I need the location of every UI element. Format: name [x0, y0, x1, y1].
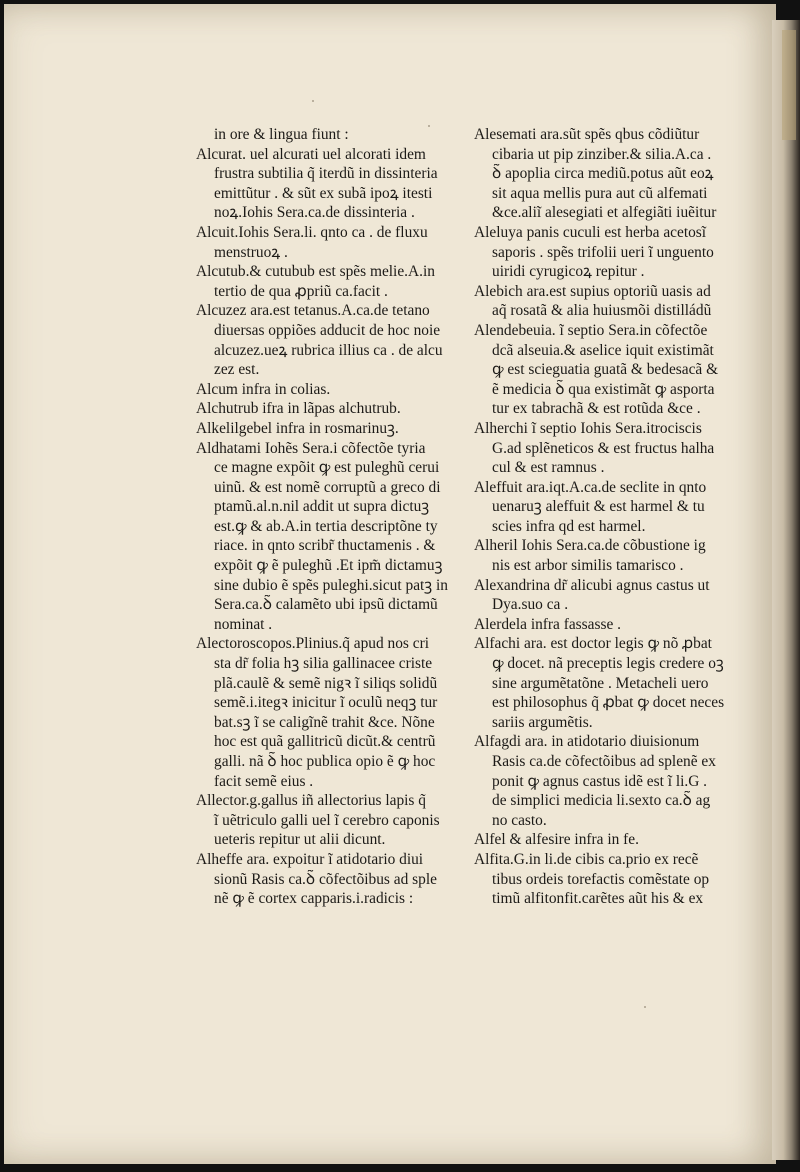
text-line: scies infra qd est harmel. — [492, 517, 646, 535]
text-line: uiridi cyrugicoꝝ repitur . — [492, 263, 645, 281]
text-line: ꝺ̃ apoplia circa mediũ.potus aũt eoꝝ — [492, 165, 714, 183]
text-line: in ore & lingua fiunt : — [214, 126, 349, 143]
text-line: tertio de qua ꝓpriũ ca.facit . — [214, 282, 388, 300]
text-line: est.ꝙ & ab.A.in tertia descriptõne ty — [214, 517, 438, 535]
entry-headword-line: Alkelilgebel infra in rosmarinuꝫ. — [196, 419, 399, 437]
text-line: cibaria ut pip zinziber.& silia.A.ca . — [492, 145, 712, 163]
page-marker — [782, 30, 796, 140]
entry-headword-line: Allector.g.gallus iñ allectorius lapis q̃ — [196, 792, 426, 810]
text-line: bat.sꝫ ĩ se caligĩnẽ trahit &ce. Nõne — [214, 713, 435, 731]
text-line: facit semẽ eius . — [214, 772, 314, 790]
text-line: no casto. — [492, 811, 547, 829]
entry-headword-line: Alheffe ara. expoitur ĩ atidotario diui — [196, 850, 424, 868]
text-line: sit aqua mellis pura aut cũ alfemati — [492, 184, 708, 202]
entry-headword-line: Alfachi ara. est doctor legis ꝙ nõ ꝓbat — [474, 635, 712, 653]
text-line: nẽ ꝙ ẽ cortex capparis.i.radicis : — [214, 890, 414, 908]
text-line: tur ex tabrachã & est rotũda &ce . — [492, 400, 701, 418]
entry-headword-line: Alfel & alfesire infra in fe. — [474, 831, 639, 849]
page-stack-edge — [772, 20, 800, 1160]
text-line: Sera.ca.ꝺ̃ calamẽto ubi ipsũ dictamũ — [214, 596, 438, 614]
text-line: ẽ medicia ꝺ̃ qua existimãt ꝙ asporta — [492, 380, 715, 398]
ink-speck — [312, 100, 314, 102]
entry-headword-line: Alfagdi ara. in atidotario diuisionum — [474, 733, 700, 751]
text-line: timũ alfitonfit.carẽtes aũt his & ex — [492, 890, 704, 908]
text-line: plã.caulẽ & semẽ nigꝛ ĩ siliqs solidũ — [214, 674, 438, 692]
text-line: sionũ Rasis ca.ꝺ̃ cõfectõibus ad sple — [214, 870, 437, 888]
text-line: &ce.aliĩ alesegiati et alfegiãti iuẽitur — [492, 204, 717, 222]
text-line: alcuzez.ueꝝ rubrica illius ca . de alcu — [214, 341, 443, 359]
entry-headword-line: Alcum infra in colias. — [196, 380, 331, 398]
text-line: G.ad splẽneticos & est fructus halha — [492, 439, 715, 457]
entry-headword-line: Alcurat. uel alcurati uel alcorati idem — [196, 145, 426, 163]
text-line: diuersas oppiões adducit de hoc noie — [214, 321, 441, 339]
text-line: tibus ordeis torefactis comẽstate op — [492, 870, 710, 888]
text-line: aq̃ rosatã & alia huiusmõi distilládũ — [492, 302, 712, 320]
entry-headword-line: Aldhatami Iohẽs Sera.i cõfectõe tyria — [196, 439, 426, 457]
entry-headword-line: Aleffuit ara.iqt.A.ca.de seclite in qnto — [474, 478, 707, 496]
entry-headword-line: Alcuit.Iohis Sera.li. qnto ca . de fluxu — [196, 223, 428, 241]
entry-headword-line: Alebich ara.est supius optoriũ uasis ad — [474, 282, 711, 300]
text-line: ptamũ.al.n.nil addit ut supra dictuꝫ — [214, 498, 430, 516]
entry-headword-line: Alesemati ara.sũt spẽs qbus cõdiũtur — [474, 126, 700, 143]
text-line: galli. nã ꝺ̃ hoc publica opio ẽ ꝙ hoc — [214, 753, 436, 770]
entry-headword-line: Alchutrub ifra in lãpas alchutrub. — [196, 400, 401, 418]
text-line: semẽ.i.itegꝛ inicitur ĩ oculũ neqꝫ tur — [214, 694, 438, 712]
text-line: sariis argumẽtis. — [492, 713, 593, 731]
left-text-column — [196, 125, 466, 909]
text-line: uenaruꝫ aleffuit & est harmel & tu — [492, 498, 705, 516]
entry-headword-line: Aleluya panis cuculi est herba acetosĩ — [474, 223, 707, 241]
text-line: riace. in qnto scribr̃ thuctamenis . & — [214, 537, 436, 555]
entry-headword-line: Alcutub.& cutubub est spẽs melie.A.in — [196, 263, 435, 281]
text-line: saporis . spẽs trifolii ueri ĩ unguento — [492, 243, 714, 261]
text-line: hoc est quã gallitricũ dicũt.& centrũ — [214, 733, 436, 751]
text-line: Dya.suo ca . — [492, 596, 569, 614]
text-line: ꝙ docet. nã preceptis legis credere oꝫ — [492, 655, 724, 673]
text-line: emittũtur . & sũt ex subã ipoꝝ itesti — [214, 184, 433, 202]
entry-headword-line: Alherchi ĩ septio Iohis Sera.itrociscis — [474, 419, 702, 437]
text-line: noꝝ.Iohis Sera.ca.de dissinteria . — [214, 204, 415, 222]
text-line: frustra subtilia q̃ iterdũ in dissinteria — [214, 165, 438, 183]
entry-headword-line: Alexandrina dr̃ alicubi agnus castus ut — [474, 576, 710, 594]
text-line: expõit ꝙ ẽ puleghũ .Et ipm̃ dictamuꝫ — [214, 557, 443, 575]
right-text-column — [474, 125, 744, 909]
text-line: zez est. — [214, 361, 260, 379]
text-line: uinũ. & est nomẽ corruptũ a greco di — [214, 478, 441, 496]
entry-headword-line: Alendebeuia. ĩ septio Sera.in cõfectõe — [474, 321, 708, 339]
text-line: ueteris repitur ut alii dicunt. — [214, 831, 386, 849]
entry-headword-line: Alfita.G.in li.de cibis ca.prio ex recẽ — [474, 850, 699, 868]
text-line: ponit ꝙ agnus castus idẽ est ĩ li.G . — [492, 772, 708, 790]
entry-headword-line: Alcuzez ara.est tetanus.A.ca.de tetano — [196, 302, 430, 320]
text-line: menstruoꝝ . — [214, 243, 288, 261]
text-line: est philosophus q̃ ꝓbat ꝙ docet neces — [492, 694, 725, 712]
text-line: sine argumẽtatõne . Metacheli uero — [492, 674, 709, 692]
text-line: sta dr̃ folia hꝫ silia gallinacee criste — [214, 655, 433, 673]
text-line: sine dubio ẽ spẽs puleghi.sicut patꝫ in — [214, 576, 448, 594]
text-line: nominat . — [214, 615, 273, 633]
text-line: ꝙ est scieguatia guatã & bedesacã & — [492, 361, 719, 379]
entry-headword-line: Alerdela infra fassasse . — [474, 615, 622, 633]
text-line: dcã alseuia.& aselice iquit existimãt — [492, 341, 714, 359]
entry-headword-line: Alectoroscopos.Plinius.q̃ apud nos cri — [196, 635, 429, 653]
ink-speck — [644, 1006, 646, 1008]
text-line: Rasis ca.de cõfectõibus ad splenẽ ex — [492, 753, 716, 770]
text-line: de simplici medicia li.sexto ca.ꝺ̃ ag — [492, 792, 711, 810]
text-line: ĩ uẽtriculo galli uel ĩ cerebro caponis — [214, 811, 440, 829]
text-line: cul & est ramnus . — [492, 459, 605, 477]
entry-headword-line: Alheril Iohis Sera.ca.de cõbustione ig — [474, 537, 706, 555]
text-line: ce magne expõit ꝙ est puleghũ cerui — [214, 459, 440, 477]
text-line: nis est arbor similis tamarisco . — [492, 557, 684, 575]
